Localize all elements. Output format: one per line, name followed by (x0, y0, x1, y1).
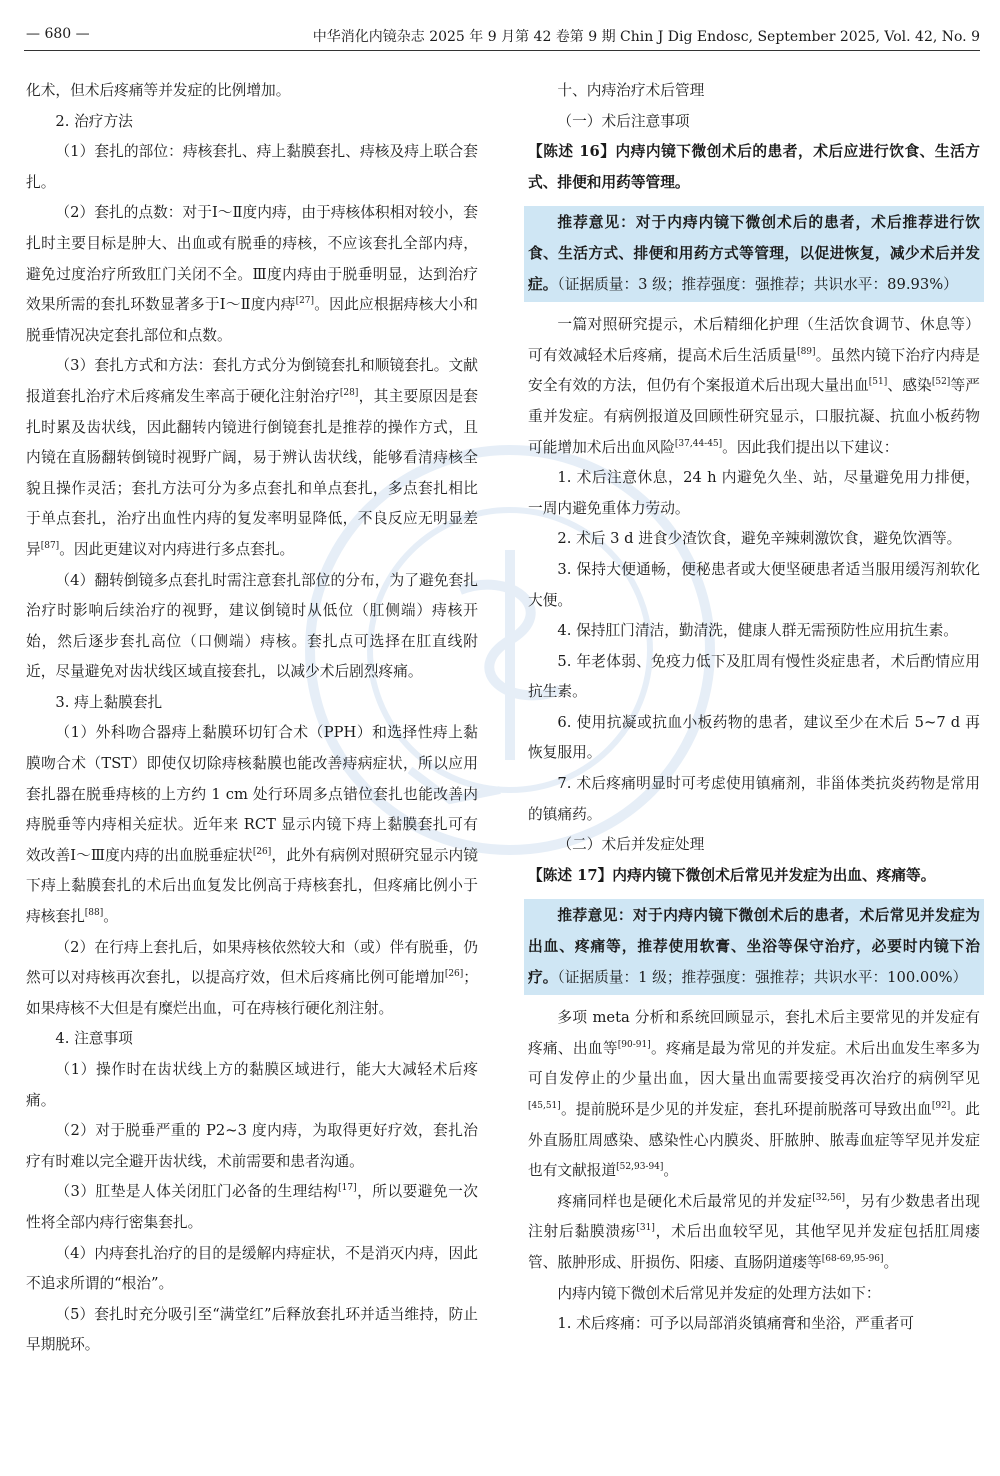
paragraph: 疼痛同样也是硬化术后最常见的并发症[32,56]，另有少数患者出现注射后黏膜溃疡[31]，术后出血较罕见，其他罕见并发症包括肛周瘘管、脓肿形成、肝损伤、阳痿、直肠阴道瘘等[68-69,95-96]。 (528, 1192, 980, 1271)
list-item: 1. 术后疼痛：可予以局部消炎镇痛膏和坐浴，严重者可 (557, 1315, 914, 1333)
section-heading: 4. 注意事项 (55, 1030, 133, 1048)
recommendation-text: 推荐意见：对于内痔内镜下微创术后的患者，术后常见并发症为出血、疼痛等，推荐使用软膏、坐浴等保守治疗，必要时内镜下治疗。 (528, 907, 980, 986)
statement-17: 【陈述 17】内痔内镜下微创术后常见并发症为出血、疼痛等。 (528, 866, 936, 884)
paragraph: （4）翻转倒镜多点套扎时需注意套扎部位的分布，为了避免套扎治疗时影响后续治疗的视野，建议倒镜时从低位（肛侧端）痔核开始，然后逐步套扎高位（口侧端）痔核。套扎点可选择在肛直线附近，尽量避免对齿状线区域直接套扎，以减少术后剧烈疼痛。 (26, 571, 478, 681)
list-item: 6. 使用抗凝或抗血小板药物的患者，建议至少在术后 5~7 d 再恢复服用。 (528, 713, 980, 762)
list-item: 2. 术后 3 d 进食少渣饮食，避免辛辣刺激饮食，避免饮酒等。 (557, 530, 962, 548)
subsection-heading: （一）术后注意事项 (557, 112, 690, 130)
running-header (24, 20, 980, 51)
citation: [88] (84, 908, 104, 919)
citation: [89] (797, 346, 816, 357)
citation: [87] (40, 541, 60, 552)
paragraph: （3）肛垫是人体关闭肛门必备的生理结构[17]，所以要避免一次性将全部内痔行密集套扎。 (26, 1183, 478, 1231)
citation: [32,56] (812, 1192, 846, 1203)
paragraph: （5）套扎时充分吸引至“满堂红”后释放套扎环并适当维持，防止早期脱环。 (26, 1305, 478, 1354)
statement-16: 【陈述 16】内痔内镜下微创术后的患者，术后应进行饮食、生活方式、排便和用药等管理。 (528, 143, 980, 191)
citation: [68-69,95-96] (821, 1254, 884, 1265)
citation: [45,51] (528, 1101, 561, 1112)
evidence-level: （证据质量：3 级；推荐强度：强推荐；共识水平：89.93%） (557, 275, 958, 293)
paragraph: （1）外科吻合器痔上黏膜环切钉合术（PPH）和选择性痔上黏膜吻合术（TST）即使仅切除痔核黏膜也能改善痔病症状，所以应用套扎器在脱垂痔核的上方约 1 cm 处行环周多点错位套扎也能改善内痔脱垂等内痔相关症状。近年来 RCT 显示内镜下痔上黏膜套扎可有效改善Ⅰ～Ⅲ度内痔的出血脱垂症状[26]，此外有病例对照研究显示内镜下痔上黏膜套扎的术后出血复发比例高于痔核套扎，但疼痛比例小于痔核套扎[88]。 (26, 724, 478, 926)
list-item: 4. 保持肛门清洁，勤清洗，健康人群无需预防性应用抗生素。 (557, 622, 958, 640)
paragraph: 内痔内镜下微创术后常见并发症的处理方法如下： (557, 1284, 881, 1302)
evidence-level: （证据质量：1 级；推荐强度：强推荐；共识水平：100.00%） (557, 968, 968, 986)
section-heading: 3. 痔上黏膜套扎 (55, 693, 163, 711)
paragraph: （3）套扎方式和方法：套扎方式分为倒镜套扎和顺镜套扎。文献报道套扎治疗术后疼痛发生率高于硬化注射治疗[28]，其主要原因是套扎时累及齿状线，因此翻转内镜进行倒镜套扎是推荐的操作方式，且内镜在直肠翻转倒镜时视野广阔，易于辨认齿状线，能够看清痔核全貌且操作灵活；套扎方法可分为多点套扎和单点套扎，多点套扎相比于单点套扎，治疗出血性内痔的复发率明显降低，不良反应无明显差异[87]。因此更建议对内痔进行多点套扎。 (26, 357, 478, 558)
paragraph: （2）在行痔上套扎后，如果痔核依然较大和（或）伴有脱垂，仍然可以对痔核再次套扎，以提高疗效，但术后疼痛比例可能增加[26]；如果痔核不大但是有糜烂出血，可在痔核行硬化剂注射。 (26, 938, 478, 1017)
citation: [31] (636, 1223, 655, 1234)
paragraph: 一篇对照研究提示，术后精细化护理（生活饮食调节、休息等）可有效减轻术后疼痛，提高术后生活质量[89]。虽然内镜下治疗内痔是安全有效的方法，但仍有个案报道术后出现大量出血[51]、感染[52]等严重并发症。有病例报道及回顾性研究显示，口服抗凝、抗血小板药物可能增加术后出血风险[37,44-45]。因此我们提出以下建议： (528, 316, 980, 456)
subsection-heading: （二）术后并发症处理 (557, 836, 705, 854)
recommendation-text: 推荐意见：对于内痔内镜下微创术后的患者，术后推荐进行饮食、生活方式、排便和用药方式等管理，以促进恢复，减少术后并发症。 (528, 214, 980, 293)
paragraph: （1）套扎的部位：痔核套扎、痔上黏膜套扎、痔核及痔上联合套扎。 (26, 143, 478, 191)
list-item: 5. 年老体弱、免疫力低下及肛周有慢性炎症患者，术后酌情应用抗生素。 (528, 652, 980, 701)
left-column (26, 76, 478, 1361)
citation: [92] (931, 1101, 951, 1112)
citation: [26] (444, 969, 464, 980)
citation: [37,44-45] (674, 438, 723, 449)
list-item: 1. 术后注意休息，24 h 内避免久坐、站，尽量避免用力排便，一周内避免重体力劳动。 (528, 469, 980, 517)
section-heading: 2. 治疗方法 (55, 112, 133, 130)
journal-info: 中华消化内镜杂志 2025 年 9 月第 42 卷第 9 期 Chin J Dig Endosc, September 2025, Vol. 42, No. 9 (312, 29, 980, 45)
citation: [52,93-94] (616, 1162, 664, 1173)
paragraph: 多项 meta 分析和系统回顾显示，套扎术后主要常见的并发症有疼痛、出血等[90-91]。疼痛是最为常见的并发症。术后出血发生率多为可自发停止的少量出血，因大量出血需要接受再次治疗的病例罕见[45,51]。提前脱环是少见的并发症，套扎环提前脱落可导致出血[92]。此外直肠肛周感染、感染性心内膜炎、肝脓肿、脓毒血症等罕见并发症也有文献报道[52,93-94]。 (528, 1009, 980, 1180)
citation: [51] (868, 377, 888, 388)
paragraph: （2）套扎的点数：对于Ⅰ～Ⅱ度内痔，由于痔核体积相对较小，套扎时主要目标是肿大、出血或有脱垂的痔核，不应该套扎全部内痔，避免过度治疗所致肛门关闭不全。Ⅲ度内痔由于脱垂明显，达到治疗效果所需的套扎环数显著多于Ⅰ～Ⅱ度内痔[27]。因此应根据痔核大小和脱垂情况决定套扎部位和点数。 (26, 204, 478, 344)
citation: [26] (252, 846, 272, 857)
recommendation-box-16 (524, 206, 984, 302)
recommendation-box-17 (524, 899, 984, 995)
right-column (528, 76, 980, 1340)
citation: [52] (931, 377, 951, 388)
paragraph: （4）内痔套扎治疗的目的是缓解内痔症状，不是消灭内痔，因此不追求所谓的“根治”。 (26, 1244, 478, 1293)
citation: [90-91] (617, 1039, 651, 1050)
citation: [28] (339, 388, 359, 399)
paragraph: 化术，但术后疼痛等并发症的比例增加。 (26, 82, 291, 99)
page-number: — 680 — (26, 26, 90, 42)
section-heading: 十、内痔治疗术后管理 (557, 82, 705, 99)
paragraph: （2）对于脱垂严重的 P2~3 度内痔，为取得更好疗效，套扎治疗有时难以完全避开齿状线，术前需要和患者沟通。 (26, 1122, 478, 1170)
citation: [17] (338, 1183, 357, 1194)
list-item: 3. 保持大便通畅，便秘患者或大便坚硬患者适当服用缓泻剂软化大便。 (528, 560, 980, 609)
citation: [27] (295, 296, 315, 307)
paragraph: （1）操作时在齿状线上方的黏膜区域进行，能大大减轻术后疼痛。 (26, 1061, 478, 1109)
list-item: 7. 术后疼痛明显时可考虑使用镇痛剂，非甾体类抗炎药物是常用的镇痛药。 (528, 775, 980, 823)
